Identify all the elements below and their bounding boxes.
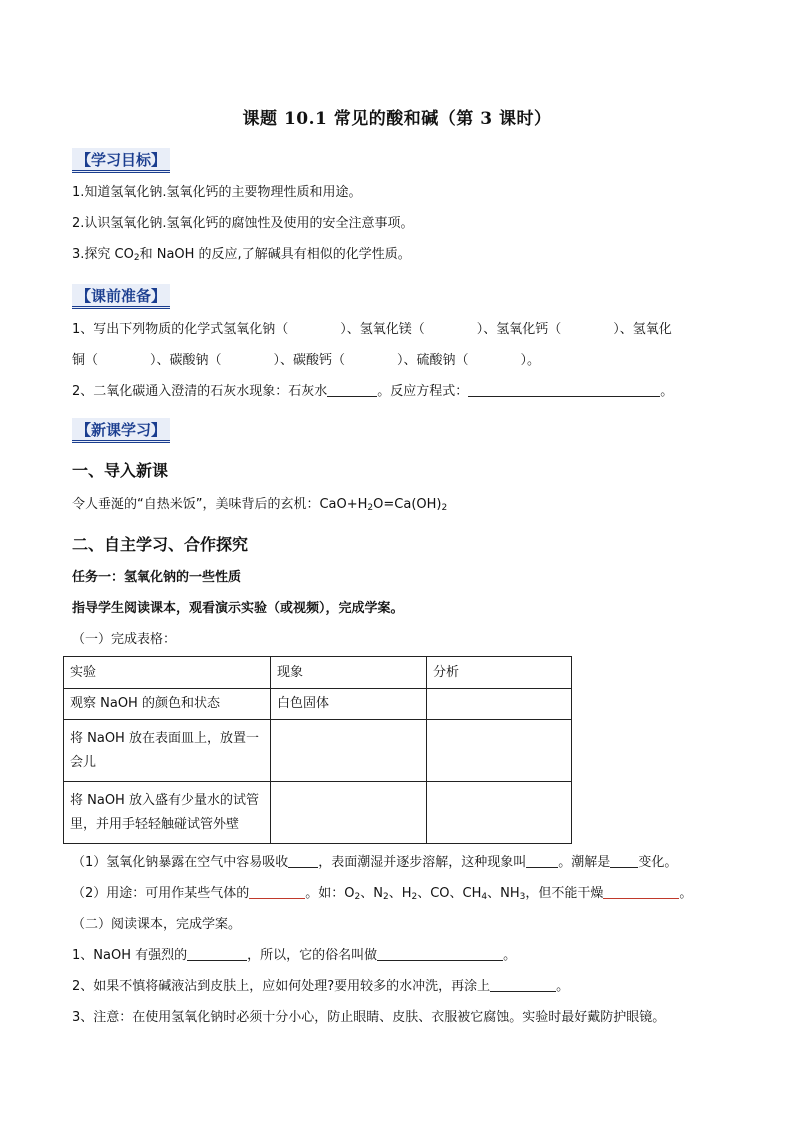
task-1-title: 任务一：氢氧化钠的一些性质 [72, 570, 242, 585]
experiment-table [63, 656, 572, 844]
answer-blank[interactable] [526, 853, 558, 868]
reading-1 [72, 946, 516, 966]
table-row [64, 689, 572, 720]
after-q2-text-h: 。 [679, 886, 693, 901]
after-q2-text-a: （2）用途：可用作某些气体的 [72, 886, 250, 901]
prep-q2-text-a: 2、二氧化碳通入澄清的石灰水现象：石灰水 [72, 384, 328, 399]
goal-3 [72, 245, 411, 265]
formula-sub: 2 [382, 892, 389, 902]
answer-blank[interactable] [249, 884, 305, 899]
goal-3-sub: 2 [133, 253, 140, 263]
answer-blank[interactable] [610, 853, 638, 868]
reading-1-text-a: 1、NaOH 有强烈的 [72, 948, 188, 963]
table-cell-experiment: 将 NaOH 放在表面皿上，放置一会儿 [64, 720, 271, 782]
goal-3-text-b: 和 NaOH 的反应,了解碱具有相似的化学性质。 [139, 247, 411, 262]
intro-heading: 一、导入新课 [72, 461, 169, 480]
prep-question-1a: 1、写出下列物质的化学式氢氧化钠（ ）、氢氧化镁（ ）、氢氧化钙（ ）、氢氧化 [72, 322, 672, 337]
intro-text-a: 令人垂涎的“自热米饭”，美味背后的玄机：CaO+H [72, 497, 368, 512]
after-q1-text-d: 变化。 [638, 855, 678, 870]
formula-sub: 4 [481, 892, 488, 902]
answer-blank[interactable] [468, 382, 660, 397]
after-q2-text-f: 、NH [487, 886, 520, 901]
table-header-row [64, 657, 572, 689]
after-q1-text-c: 。潮解是 [558, 855, 611, 870]
after-q2-text-g: ，但不能干燥 [525, 886, 604, 901]
table-cell-observation[interactable] [271, 720, 427, 782]
prep-q2-text-c: 。 [660, 384, 674, 399]
study-heading: 二、自主学习、合作探究 [72, 535, 249, 554]
answer-blank[interactable] [490, 977, 556, 992]
reading-3: 3、注意：在使用氢氧化钠时必须十分小心，防止眼睛、皮肤、衣服被它腐蚀。实验时最好戴防护眼镜。 [72, 1010, 666, 1025]
table-cell-analysis[interactable] [427, 720, 572, 782]
answer-blank[interactable] [327, 382, 377, 397]
after-q2-text-b: 。如：O [305, 886, 355, 901]
formula-sub: 2 [411, 892, 418, 902]
table-cell-analysis[interactable] [427, 782, 572, 844]
intro-sub-1: 2 [367, 503, 374, 513]
table-cell-analysis[interactable] [427, 689, 572, 720]
intro-sub-2: 2 [441, 503, 448, 513]
answer-blank[interactable] [377, 946, 503, 961]
part-1-label: （一）完成表格： [72, 632, 177, 647]
after-q2-text-e: 、CO、CH [417, 886, 482, 901]
table-header-cell: 现象 [271, 657, 427, 689]
prep-q2-text-b: 。反应方程式： [377, 384, 469, 399]
table-cell-experiment: 观察 NaOH 的颜色和状态 [64, 689, 271, 720]
after-question-2 [72, 884, 692, 904]
part-2-label: （二）阅读课本，完成学案。 [72, 917, 242, 932]
goal-1: 1.知道氢氧化钠.氢氧化钙的主要物理性质和用途。 [72, 185, 362, 200]
formula-sub: 2 [354, 892, 361, 902]
table-header-cell: 分析 [427, 657, 572, 689]
answer-blank[interactable] [603, 884, 679, 899]
answer-blank[interactable] [187, 946, 247, 961]
reading-2-text-b: 。 [556, 979, 570, 994]
answer-blank[interactable] [288, 853, 318, 868]
section-header-prep: 【课前准备】 [72, 284, 170, 309]
page-title: 课题 10.1 常见的酸和碱（第 3 课时） [242, 109, 552, 129]
prep-question-2 [72, 382, 673, 402]
table-cell-observation[interactable] [271, 782, 427, 844]
table-cell-observation: 白色固体 [271, 689, 427, 720]
section-header-goals: 【学习目标】 [72, 148, 170, 173]
goal-3-text-a: 3.探究 CO [72, 247, 134, 262]
after-q2-text-c: 、N [360, 886, 383, 901]
table-cell-experiment: 将 NaOH 放入盛有少量水的试管里，并用手轻轻触碰试管外壁 [64, 782, 271, 844]
after-q1-text-a: （1）氢氧化钠暴露在空气中容易吸收 [72, 855, 289, 870]
after-q1-text-b: ，表面潮湿并逐步溶解，这种现象叫 [318, 855, 527, 870]
reading-1-text-c: 。 [503, 948, 517, 963]
intro-text-b: O=Ca(OH) [373, 497, 442, 512]
after-q2-text-d: 、H [388, 886, 412, 901]
table-header-cell: 实验 [64, 657, 271, 689]
formula-sub: 3 [519, 892, 526, 902]
reading-2-text-a: 2、如果不慎将碱液沾到皮肤上，应如何处理?要用较多的水冲洗，再涂上 [72, 979, 491, 994]
intro-text [72, 495, 447, 515]
table-row [64, 782, 572, 844]
goal-2: 2.认识氢氧化钠.氢氧化钙的腐蚀性及使用的安全注意事项。 [72, 216, 414, 231]
after-question-1 [72, 853, 677, 873]
table-row [64, 720, 572, 782]
reading-2 [72, 977, 569, 997]
guide-text: 指导学生阅读课本，观看演示实验（或视频），完成学案。 [72, 601, 404, 616]
reading-1-text-b: ，所以，它的俗名叫做 [247, 948, 378, 963]
section-header-new: 【新课学习】 [72, 418, 170, 443]
prep-question-1b: 铜（ ）、碳酸钠（ ）、碳酸钙（ ）、硫酸钠（ ）。 [72, 353, 541, 368]
